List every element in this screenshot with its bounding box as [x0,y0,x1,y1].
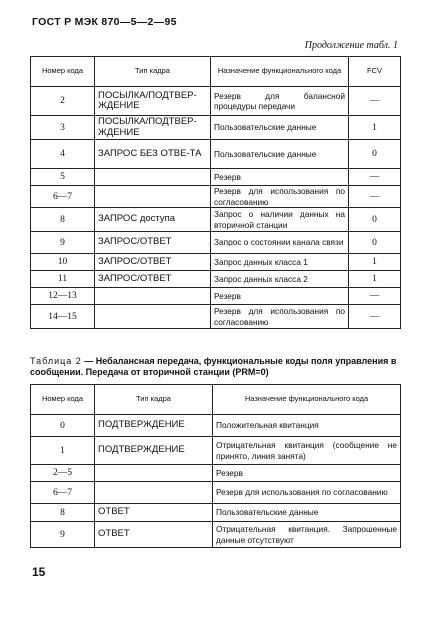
purpose-cell: Резерв [211,288,349,305]
purpose-cell: Резерв для использования по согласованию [211,186,349,208]
purpose-cell: Запрос о состоянии канала связи [211,232,349,254]
table-row [31,482,401,504]
table-2-caption-label: Таблица 2 [30,356,82,366]
table-2-caption [30,356,400,378]
code-cell: 14—15 [31,305,95,329]
frame-type-cell: ПОСЫЛКА/ПОДТВЕР-ЖДЕНИЕ [95,116,211,140]
table-row [31,208,401,232]
table-row [31,254,401,271]
fcv-cell: 0 [349,140,401,169]
code-cell: 8 [31,208,95,232]
col-header-fcv: FCV [349,57,401,87]
table-2-body [31,415,401,548]
table-1-header-row [31,57,401,87]
purpose-cell: Пользовательские данные [213,504,401,522]
code-cell: 4 [31,140,95,169]
code-cell: 9 [31,232,95,254]
table-continuation-label: Продолжение табл. 1 [304,40,398,51]
table-row [31,437,401,465]
purpose-cell: Положительная квитанция [213,415,401,437]
table-row [31,288,401,305]
code-cell: 8 [31,504,95,522]
code-cell: 11 [31,271,95,288]
document-standard-header: ГОСТ Р МЭК 870—5—2—95 [32,16,177,28]
table-row [31,169,401,186]
code-cell: 6—7 [31,482,95,504]
table-2 [30,384,401,548]
frame-type-cell: ЗАПРОС доступа [95,208,211,232]
frame-type-cell: ОТВЕТ [95,522,213,548]
purpose-cell: Пользовательские данные [211,140,349,169]
code-cell: 10 [31,254,95,271]
fcv-cell: — [349,169,401,186]
frame-type-cell [95,186,211,208]
col-header-purpose: Назначение функционального кода [211,57,349,87]
frame-type-cell [95,305,211,329]
frame-type-cell: ЗАПРОС/ОТВЕТ [95,232,211,254]
code-cell: 0 [31,415,95,437]
fcv-cell: — [349,305,401,329]
code-cell: 3 [31,116,95,140]
table-row [31,116,401,140]
table-row [31,186,401,208]
fcv-cell: 1 [349,116,401,140]
purpose-cell: Пользовательские данные [211,116,349,140]
frame-type-cell: ОТВЕТ [95,504,213,522]
frame-type-cell: ЗАПРОС БЕЗ ОТВЕ-ТА [95,140,211,169]
fcv-cell: — [349,186,401,208]
frame-type-cell: ПОДТВЕРЖДЕНИЕ [95,415,213,437]
purpose-cell: Запрос данных класса 2 [211,271,349,288]
table-1-body [31,87,401,329]
fcv-cell: 1 [349,254,401,271]
code-cell: 6—7 [31,186,95,208]
purpose-cell: Отрицательная квитанция. Запрошенные данные отсутствуют [213,522,401,548]
table-row [31,271,401,288]
frame-type-cell: ЗАПРОС/ОТВЕТ [95,254,211,271]
code-cell: 2—5 [31,465,95,482]
frame-type-cell [95,288,211,305]
col-header-code: Номер кода [31,385,95,415]
table-row [31,140,401,169]
purpose-cell: Резерв для балансной процедуры передачи [211,87,349,116]
purpose-cell: Резерв для использования по согласованию [213,482,401,504]
fcv-cell: 0 [349,232,401,254]
purpose-cell: Отрицательная квитанция (сообщение не принято, линия занята) [213,437,401,465]
table-row [31,415,401,437]
code-cell: 5 [31,169,95,186]
col-header-code: Номер кода [31,57,95,87]
page-number: 15 [32,565,46,579]
table-2-caption-text: — Небалансная передача, функциональные коды поля управления в сообщении. Передача от вторичной станции (PRM=0) [30,356,397,377]
code-cell: 9 [31,522,95,548]
fcv-cell: 0 [349,208,401,232]
table-row [31,87,401,116]
purpose-cell: Резерв для использования по согласованию [211,305,349,329]
frame-type-cell: ПОСЫЛКА/ПОДТВЕР-ЖДЕНИЕ [95,87,211,116]
col-header-frame-type: Тип кадра [95,57,211,87]
fcv-cell: — [349,87,401,116]
table-row [31,232,401,254]
frame-type-cell: ЗАПРОС/ОТВЕТ [95,271,211,288]
table-row [31,504,401,522]
frame-type-cell: ПОДТВЕРЖДЕНИЕ [95,437,213,465]
frame-type-cell [95,465,213,482]
frame-type-cell [95,169,211,186]
purpose-cell: Резерв [211,169,349,186]
code-cell: 1 [31,437,95,465]
purpose-cell: Запрос данных класса 1 [211,254,349,271]
frame-type-cell [95,482,213,504]
col-header-purpose: Назначение функционального кода [213,385,401,415]
fcv-cell: — [349,288,401,305]
table-1 [30,56,401,329]
table-row [31,522,401,548]
col-header-frame-type: Тип кадра [95,385,213,415]
table-2-header-row [31,385,401,415]
table-row [31,465,401,482]
code-cell: 2 [31,87,95,116]
fcv-cell: 1 [349,271,401,288]
purpose-cell: Резерв [213,465,401,482]
code-cell: 12—13 [31,288,95,305]
purpose-cell: Запрос о наличии данных на вторичной станции [211,208,349,232]
table-row [31,305,401,329]
